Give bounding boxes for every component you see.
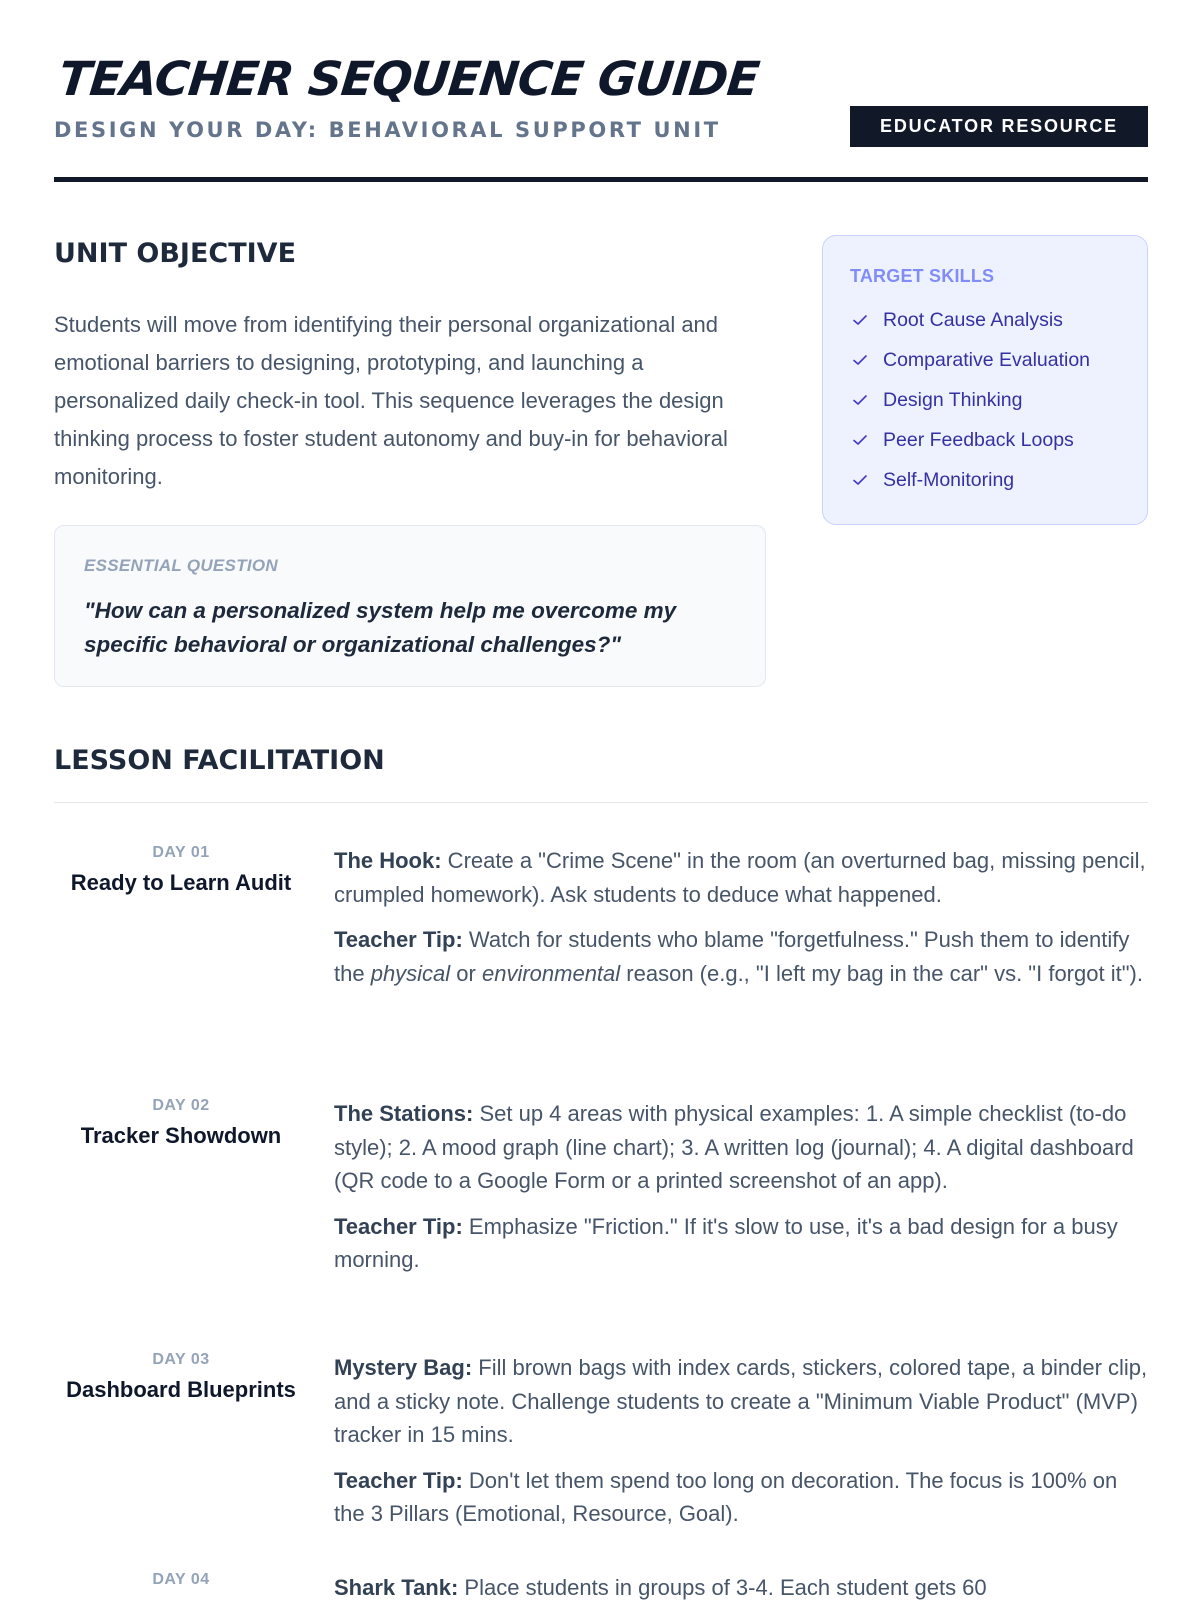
- skill-item: [850, 420, 1090, 460]
- page-subtitle: DESIGN YOUR DAY: BEHAVIORAL SUPPORT UNIT: [54, 118, 721, 142]
- skill-item: [850, 300, 1090, 340]
- target-skills-label: TARGET SKILLS: [850, 266, 995, 286]
- page: [54, 0, 1148, 1600]
- day-number: DAY 02: [152, 1097, 210, 1114]
- activity-label: The Stations:: [334, 1101, 474, 1126]
- essential-question-label: ESSENTIAL QUESTION: [84, 556, 279, 575]
- page-header: [54, 0, 1148, 182]
- activity-label: Mystery Bag:: [334, 1355, 473, 1380]
- target-skills-list: [850, 300, 1090, 500]
- day-header: [54, 844, 308, 896]
- essential-question-card: [54, 525, 766, 687]
- check-icon: [850, 310, 870, 330]
- day-header: [54, 1351, 308, 1403]
- teacher-tip-text: Emphasize "Friction." If it's slow to use, it's a bad design for a busy morning.: [334, 1213, 1118, 1272]
- activity-label: The Hook:: [334, 848, 442, 873]
- skill-label: Comparative Evaluation: [883, 348, 1091, 371]
- activity-text: Place students in groups of 3-4. Each student gets 60: [458, 1575, 987, 1600]
- skill-label: Design Thinking: [883, 388, 1023, 411]
- teacher-tip-text: Watch for students who blame "forgetfulness." Push them to identify the: [334, 927, 1130, 986]
- day-number: DAY 03: [152, 1351, 210, 1368]
- day-title: Ready to Learn Audit: [70, 870, 292, 895]
- day-number: DAY 01: [152, 844, 210, 861]
- activity-label: Shark Tank:: [334, 1575, 459, 1600]
- day-content: [334, 844, 1148, 1002]
- essential-question-text: "How can a personalized system help me overcome my specific behavioral or organizational challenges?": [84, 598, 677, 657]
- day-title: Tracker Showdown: [80, 1123, 282, 1148]
- activity-text: Create a "Crime Scene" in the room (an overturned bag, missing pencil, crumpled homework). Ask students to deduce what happened.: [334, 848, 1146, 907]
- teacher-tip-text: or: [450, 960, 482, 986]
- day-content: [334, 1571, 1148, 1617]
- skill-item: [850, 380, 1090, 420]
- target-skills-card: [822, 235, 1148, 525]
- activity-paragraph: [334, 1351, 1148, 1452]
- lesson-facilitation-heading: LESSON FACILITATION: [54, 745, 385, 776]
- day-header: [54, 1097, 308, 1149]
- skill-label: Peer Feedback Loops: [883, 428, 1074, 451]
- unit-objective-heading: UNIT OBJECTIVE: [54, 238, 297, 269]
- skill-label: Self-Monitoring: [883, 468, 1015, 491]
- activity-text: Fill brown bags with index cards, stickers, colored tape, a binder clip, and a sticky note. Challenge students to create a "Minimum Viable Product" (MVP) tracker in 15 mins.: [334, 1355, 1148, 1447]
- teacher-tip-paragraph: [334, 1210, 1148, 1277]
- activity-text: Set up 4 areas with physical examples: 1. A simple checklist (to-do style); 2. A mood graph (line chart); 3. A written log (journal); 4. A digital dashboard (QR code to a Google Form or a printed screenshot of an app).: [334, 1101, 1134, 1193]
- check-icon: [850, 430, 870, 450]
- teacher-tip-emphasis: physical: [370, 960, 451, 986]
- skill-item: [850, 340, 1090, 380]
- educator-resource-badge: EDUCATOR RESOURCE: [850, 106, 1148, 147]
- check-icon: [850, 470, 870, 490]
- check-icon: [850, 350, 870, 370]
- section-divider: [54, 802, 1148, 803]
- skill-label: Root Cause Analysis: [883, 308, 1063, 331]
- unit-objective-text: Students will move from identifying their personal organizational and emotional barriers to designing, prototyping, and launching a personalized daily check-in tool. This sequence leverages the design thinking process to foster student autonomy and buy-in for behavioral monitoring.: [54, 312, 728, 489]
- activity-paragraph: [334, 844, 1148, 911]
- check-icon: [850, 390, 870, 410]
- teacher-tip-label: Teacher Tip:: [334, 1467, 463, 1493]
- day-content: [334, 1097, 1148, 1289]
- skill-item: [850, 460, 1090, 500]
- teacher-tip-text: reason (e.g., "I left my bag in the car" vs. "I forgot it").: [620, 960, 1143, 986]
- teacher-tip-paragraph: [334, 1464, 1148, 1531]
- teacher-tip-paragraph: [334, 923, 1148, 990]
- activity-paragraph: [334, 1097, 1148, 1198]
- day-title: Dashboard Blueprints: [66, 1377, 296, 1402]
- day-number: DAY 04: [152, 1571, 210, 1588]
- teacher-tip-text: Don't let them spend too long on decoration. The focus is 100% on the 3 Pillars (Emotional, Resource, Goal).: [334, 1467, 1118, 1526]
- teacher-tip-label: Teacher Tip:: [334, 1213, 463, 1239]
- day-header: [54, 1571, 308, 1595]
- teacher-tip-emphasis: environmental: [481, 960, 621, 986]
- teacher-tip-label: Teacher Tip:: [334, 927, 463, 952]
- day-content: [334, 1351, 1148, 1543]
- activity-paragraph: [334, 1571, 1148, 1605]
- page-title: TEACHER SEQUENCE GUIDE: [56, 52, 762, 107]
